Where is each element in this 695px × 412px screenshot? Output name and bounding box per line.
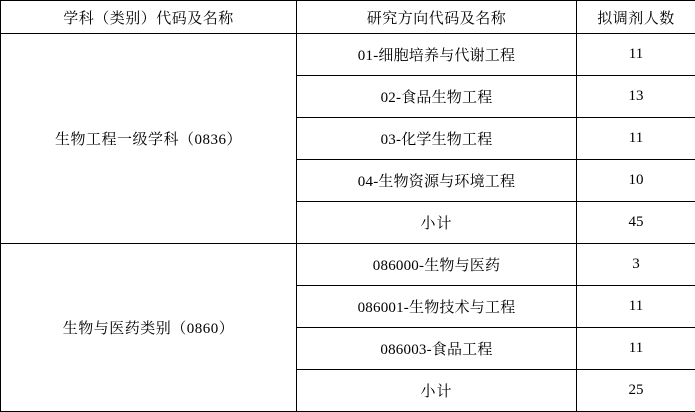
- discipline-cell-biology-medicine: 生物与医药类别（0860）: [1, 244, 297, 412]
- direction-cell: 01-细胞培养与代谢工程: [297, 34, 577, 76]
- column-header-discipline: 学科（类别）代码及名称: [1, 1, 297, 34]
- quota-cell: 10: [577, 160, 695, 202]
- table-header-row: [1, 1, 695, 34]
- direction-cell: 03-化学生物工程: [297, 118, 577, 160]
- direction-cell: 02-食品生物工程: [297, 76, 577, 118]
- quota-cell: 11: [577, 328, 695, 370]
- direction-cell: 04-生物资源与环境工程: [297, 160, 577, 202]
- column-header-quota: 拟调剂人数: [577, 1, 695, 34]
- quota-cell: 11: [577, 34, 695, 76]
- table-row: [1, 34, 695, 76]
- table-row: [1, 244, 695, 286]
- quota-cell: 13: [577, 76, 695, 118]
- quota-cell: 11: [577, 118, 695, 160]
- discipline-cell-bioengineering: 生物工程一级学科（0836）: [1, 34, 297, 244]
- subtotal-quota: 25: [577, 370, 695, 412]
- quota-cell: 3: [577, 244, 695, 286]
- direction-cell: 086000-生物与医药: [297, 244, 577, 286]
- column-header-research-direction: 研究方向代码及名称: [297, 1, 577, 34]
- quota-cell: 11: [577, 286, 695, 328]
- direction-cell: 086003-食品工程: [297, 328, 577, 370]
- subtotal-quota: 45: [577, 202, 695, 244]
- subtotal-label: 小计: [297, 202, 577, 244]
- subtotal-label: 小计: [297, 370, 577, 412]
- direction-cell: 086001-生物技术与工程: [297, 286, 577, 328]
